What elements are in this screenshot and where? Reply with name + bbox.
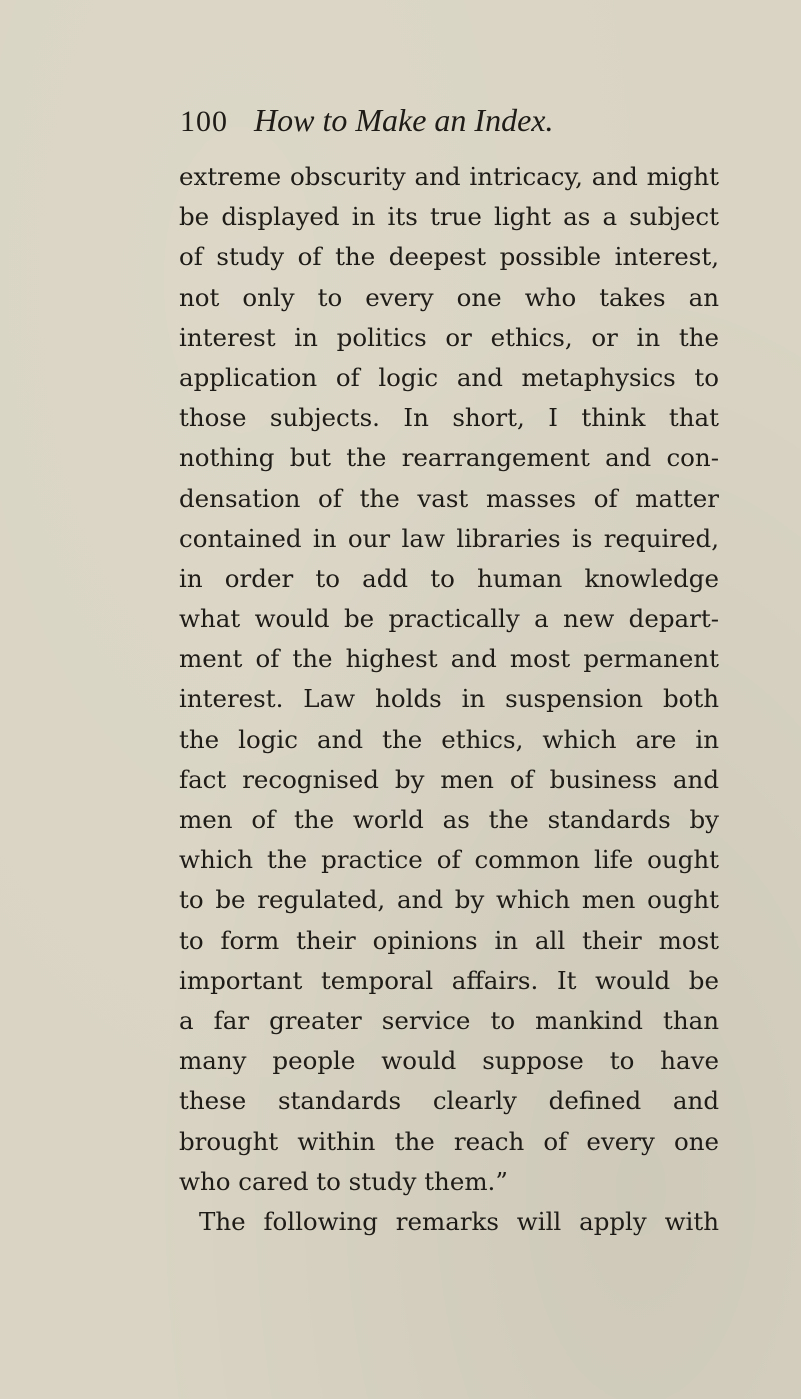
text-line: fact recognised by men of business and: [179, 764, 719, 794]
page-number: 100: [180, 105, 228, 138]
text-line: ment of the highest and most permanent: [179, 644, 719, 674]
text-line: to form their opinions in all their most: [179, 925, 719, 955]
text-line: interest. Law holds in suspension both: [179, 684, 719, 714]
text-line: these standards clearly defined and: [179, 1086, 719, 1116]
page-header: [180, 102, 553, 146]
text-line: contained in our law libraries is required,: [179, 523, 719, 553]
text-line: men of the world as the standards by: [179, 805, 719, 834]
running-title: How to Make an Index.: [254, 102, 554, 138]
text-line: the logic and the ethics, which are in: [179, 724, 719, 754]
text-line: nothing but the rearrangement and con-: [179, 443, 719, 473]
text-line: application of logic and metaphysics to: [179, 362, 719, 392]
text-line: in order to add to human knowledge: [179, 563, 719, 593]
text-line: who cared to study them.”: [179, 1166, 508, 1196]
text-line: important temporal affairs. It would be: [179, 965, 719, 995]
body-text: [179, 157, 719, 1242]
text-line: be displayed in its true light as a subject: [179, 202, 719, 232]
text-line: not only to every one who takes an: [179, 282, 719, 312]
text-line: a far greater service to mankind than: [179, 1005, 719, 1035]
text-line: The following remarks will apply with: [199, 1206, 719, 1236]
text-line: what would be practically a new depart-: [179, 604, 719, 634]
text-line: many people would suppose to have: [179, 1046, 719, 1076]
text-line: brought within the reach of every one: [179, 1126, 719, 1156]
text-line: of study of the deepest possible interest,: [179, 242, 719, 272]
text-line: extreme obscurity and intricacy, and might: [179, 162, 719, 191]
text-line: interest in politics or ethics, or in the: [179, 322, 719, 352]
text-line: those subjects. In short, I think that: [179, 403, 719, 433]
text-line: to be regulated, and by which men ought: [179, 885, 719, 915]
text-line: which the practice of common life ought: [179, 845, 719, 875]
text-line: densation of the vast masses of matter: [179, 483, 719, 513]
